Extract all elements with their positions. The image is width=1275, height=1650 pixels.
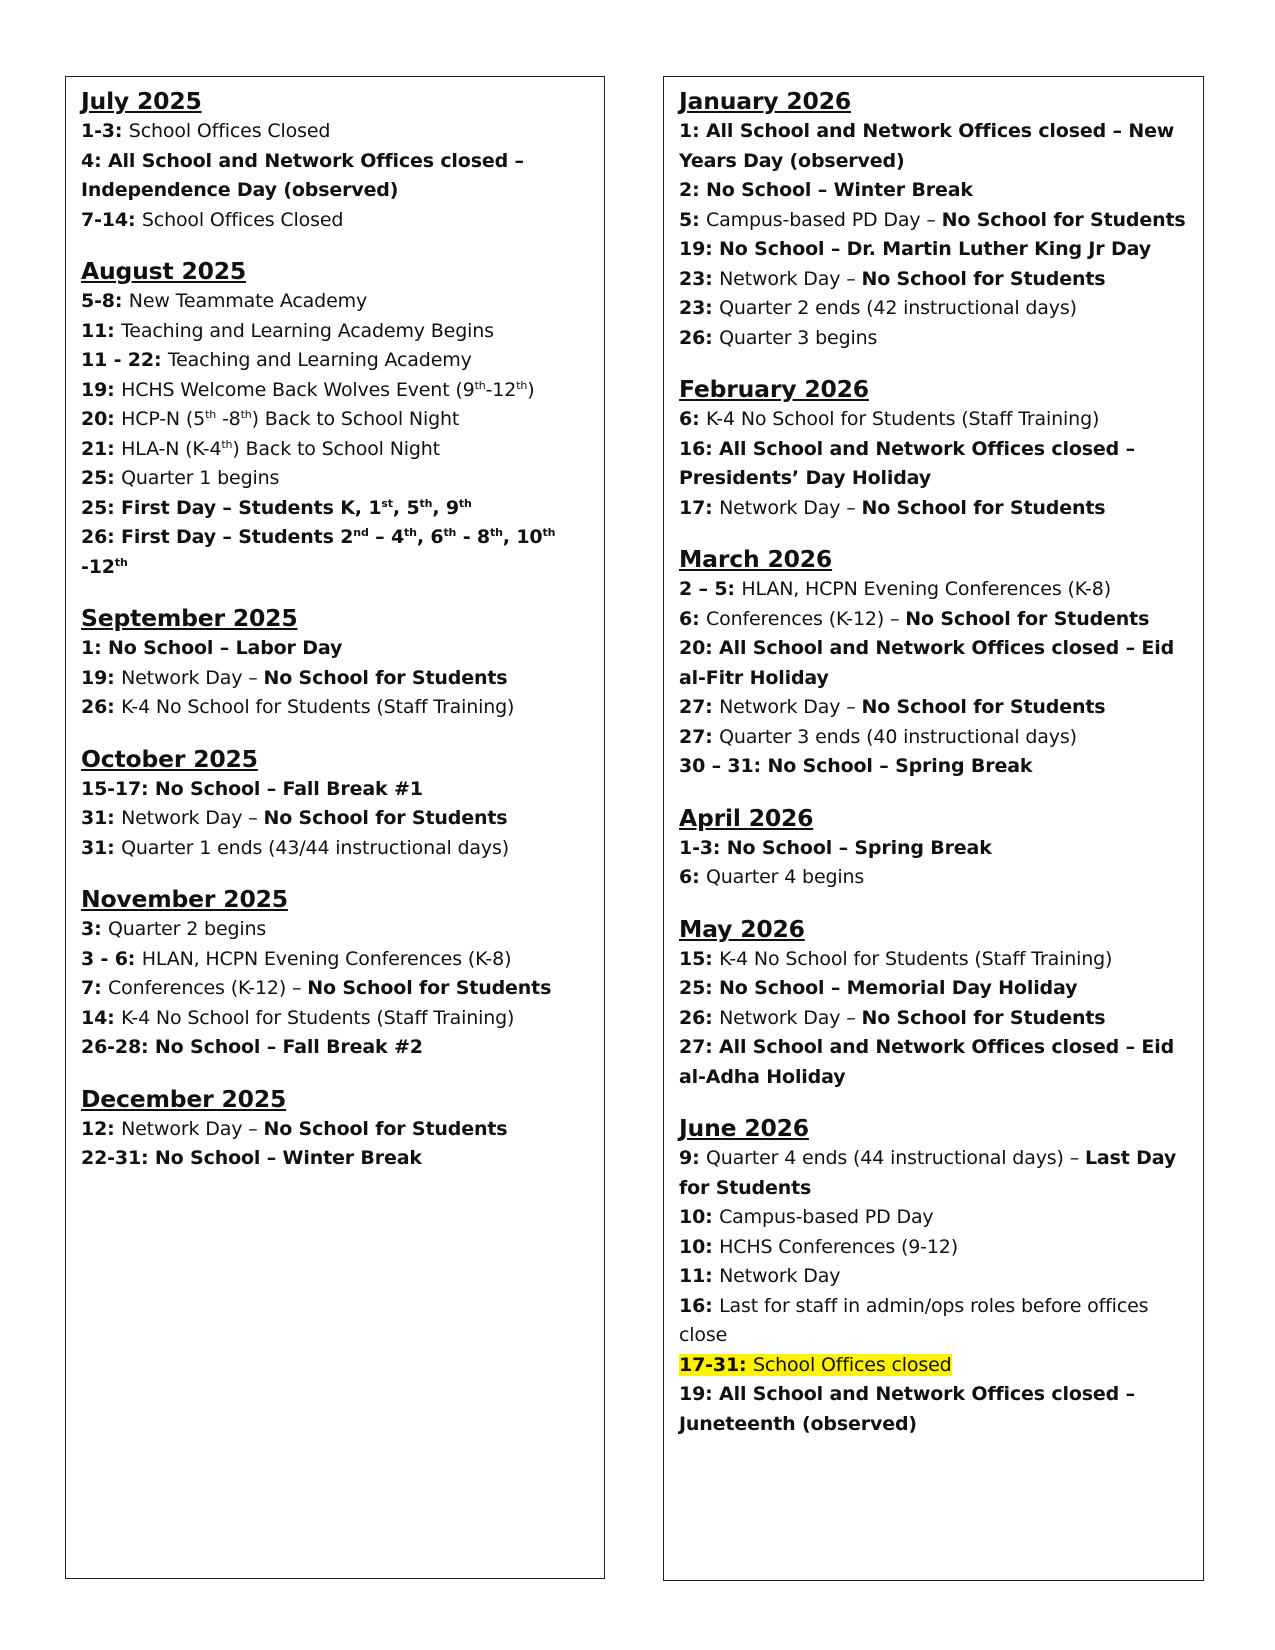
entry-text: No School for Students [307, 977, 552, 999]
entry-date: 31: [81, 807, 122, 829]
entry-text: 25: No School – Memorial Day Holiday [679, 977, 1078, 999]
entry-text: 26-28: No School – Fall Break #2 [81, 1036, 423, 1058]
calendar-entry [679, 974, 1193, 1004]
month-section [81, 255, 589, 582]
calendar-entry [81, 834, 589, 864]
calendar-entry [81, 405, 589, 435]
month-section [81, 1083, 589, 1174]
calendar-entry [679, 176, 1193, 206]
entry-text: th [221, 437, 233, 451]
month-title: July 2025 [81, 87, 202, 115]
entry-text: Network Day – [719, 696, 862, 718]
entry-text: Quarter 1 ends (43/44 instructional days) [121, 836, 510, 859]
calendar-column-right [663, 76, 1204, 1581]
entry-date: 10: [679, 1235, 720, 1258]
calendar-entry [679, 945, 1193, 975]
calendar-entry [81, 945, 589, 975]
entry-text: HLAN, HCPN Evening Conferences (K-8) [741, 578, 1111, 600]
month-section [81, 883, 589, 1063]
entry-text: HLA-N (K-4 [121, 437, 222, 460]
calendar-entry [679, 494, 1193, 524]
calendar-entry [81, 1144, 589, 1174]
calendar-entry [81, 206, 589, 236]
entry-text: – 4 [368, 526, 405, 548]
entry-date: 27: [679, 725, 720, 748]
entry-date: 2 – 5: [679, 578, 742, 600]
entry-text: th [443, 526, 457, 539]
entry-text: HCHS Welcome Back Wolves Event (9 [121, 378, 475, 401]
entry-text: - 8 [456, 526, 490, 548]
calendar-entry [679, 1233, 1193, 1263]
entry-text: th [240, 408, 252, 421]
entry-text: K-4 No School for Students (Staff Training) [121, 1006, 515, 1029]
entry-text: Campus-based PD Day – [705, 208, 942, 231]
calendar-entry [679, 405, 1193, 435]
entry-text: Network Day – [121, 807, 264, 829]
month-section [81, 602, 589, 723]
entry-text: No School for Students [263, 807, 508, 829]
calendar-entry [679, 117, 1193, 176]
entry-text: Network Day – [121, 666, 264, 689]
calendar-entry [679, 1203, 1193, 1233]
entry-date: 26: [679, 326, 720, 349]
entry-date: 19: [81, 378, 122, 401]
entry-text: th [404, 526, 417, 539]
calendar-entry [81, 435, 589, 465]
entry-text: Network Day [719, 1265, 841, 1287]
calendar-entry [679, 1380, 1193, 1439]
calendar-entry [679, 206, 1193, 236]
entry-text: 1: All School and Network Offices closed – New Years Day (observed) [679, 120, 1175, 172]
entry-text: 16: All School and Network Offices closed – Presidents’ Day Holiday [679, 437, 1135, 489]
entry-text: Campus-based PD Day [719, 1206, 934, 1228]
entry-text: ) Back to School Night [232, 437, 440, 460]
entry-text: 27: All School and Network Offices closed – Eid al-Adha Holiday [679, 1036, 1175, 1088]
month-section [679, 913, 1193, 1093]
entry-date: 23: [679, 297, 720, 319]
entry-text: HCP-N (5 [121, 408, 206, 430]
calendar-column-left [65, 76, 605, 1579]
entry-text: 2: No School – Winter Break [679, 179, 973, 201]
entry-text: -12 [485, 378, 517, 401]
entry-text: HCHS Conferences (9-12) [719, 1235, 959, 1258]
entry-text: No School for Students [861, 267, 1106, 290]
entry-text: Quarter 4 begins [705, 866, 865, 888]
entry-text: K-4 No School for Students (Staff Training) [705, 408, 1100, 430]
entry-text: School Offices Closed [141, 208, 344, 231]
entry-date: 3: [81, 918, 108, 940]
entry-text: 22-31: No School – Winter Break [81, 1147, 422, 1169]
entry-text: No School for Students [861, 1006, 1106, 1029]
entry-text: New Teammate Academy [128, 290, 368, 312]
entry-text: ) Back to School Night [251, 408, 460, 430]
entry-text: th [542, 526, 556, 539]
calendar-entry [679, 1262, 1193, 1292]
entry-text: Quarter 3 ends (40 instructional days) [719, 725, 1077, 748]
calendar-entry [81, 376, 589, 406]
entry-text: , 6 [416, 526, 444, 548]
entry-date: 16: [679, 1294, 720, 1317]
entry-date: 27: [679, 696, 720, 718]
entry-text: Network Day – [719, 496, 862, 519]
entry-date: 6: [679, 408, 706, 430]
calendar-entry [81, 494, 589, 524]
entry-date: 31: [81, 836, 122, 859]
calendar-entry [81, 915, 589, 945]
entry-text: K-4 No School for Students (Staff Training) [719, 947, 1113, 970]
month-title: April 2026 [679, 803, 814, 832]
entry-text: 19: No School – Dr. Martin Luther King Jr Day [679, 238, 1151, 260]
calendar-entry [679, 605, 1193, 635]
month-section [81, 743, 589, 864]
month-title: June 2026 [679, 1114, 809, 1142]
entry-date: 14: [81, 1006, 122, 1029]
calendar-entry [679, 575, 1193, 605]
calendar-entry [81, 117, 589, 147]
entry-text: School Offices closed [752, 1353, 952, 1376]
entry-text: , 9 [432, 496, 459, 519]
entry-text: 1: No School – Labor Day [81, 637, 343, 659]
entry-text: K-4 No School for Students (Staff Training) [121, 696, 515, 718]
entry-date: 17: [679, 496, 720, 519]
entry-text: 26: First Day – Students 2 [81, 526, 354, 548]
entry-text: Teaching and Learning Academy Begins [121, 319, 494, 342]
entry-text: th [114, 555, 128, 569]
month-section [81, 85, 589, 235]
month-title: May 2026 [679, 914, 805, 943]
calendar-entry [81, 287, 589, 317]
entry-text: th [419, 496, 433, 510]
entry-text: ) [527, 378, 535, 401]
month-title: January 2026 [679, 87, 852, 115]
calendar-entry [679, 834, 1193, 864]
calendar-entry [81, 147, 589, 206]
entry-text: No School for Students [861, 496, 1106, 519]
calendar-entry [679, 1004, 1193, 1034]
entry-text: Network Day – [719, 267, 862, 290]
month-section [679, 85, 1193, 353]
entry-text: School Offices Closed [128, 120, 331, 142]
entry-text: Network Day – [121, 1117, 264, 1140]
entry-text: 1-3: No School – Spring Break [679, 836, 992, 859]
entry-text: 15-17: No School – Fall Break #1 [81, 777, 423, 800]
entry-text: No School for Students [861, 696, 1106, 718]
entry-date: 15: [679, 947, 720, 970]
calendar-entry [679, 723, 1193, 753]
entry-date: 7: [81, 977, 108, 999]
entry-text: -8 [216, 408, 241, 430]
entry-text: HLAN, HCPN Evening Conferences (K-8) [141, 947, 512, 970]
month-section [679, 802, 1193, 893]
calendar-entry [81, 523, 589, 582]
entry-text: No School for Students [263, 1117, 508, 1140]
entry-text: Last for staff in admin/ops roles before offices close [679, 1294, 1149, 1346]
entry-text: th [205, 408, 217, 421]
entry-date: 17-31: [679, 1353, 753, 1376]
calendar-entry [679, 1351, 1193, 1381]
entry-text: No School for Students [263, 666, 508, 689]
calendar-entry [679, 435, 1193, 494]
entry-date: 25: [81, 467, 122, 489]
entry-text: -12 [81, 555, 115, 578]
entry-date: 26: [679, 1006, 720, 1029]
calendar-entry [679, 693, 1193, 723]
entry-text: 19: All School and Network Offices closed – Juneteenth (observed) [679, 1383, 1135, 1435]
calendar-entry [679, 1144, 1193, 1203]
calendar-entry [679, 235, 1193, 265]
calendar-entry [81, 804, 589, 834]
month-title: September 2025 [81, 604, 298, 632]
entry-text: Last Day for Students [679, 1147, 1177, 1199]
entry-text: Conferences (K-12) – [705, 607, 906, 630]
entry-date: 5: [679, 208, 706, 231]
entry-date: 1-3: [81, 120, 129, 142]
entry-text: No School for Students [905, 607, 1150, 630]
month-title: December 2025 [81, 1084, 287, 1113]
calendar-entry [81, 775, 589, 805]
entry-text: Quarter 2 begins [107, 918, 267, 940]
entry-text: th [458, 496, 472, 510]
month-title: March 2026 [679, 545, 833, 573]
calendar-entry [679, 863, 1193, 893]
calendar-entry [81, 634, 589, 664]
calendar-entry [679, 634, 1193, 693]
entry-date: 9: [679, 1147, 706, 1169]
month-title: November 2025 [81, 885, 288, 913]
entry-date: 7-14: [81, 208, 142, 231]
calendar-entry [81, 464, 589, 494]
entry-text: Network Day – [719, 1006, 862, 1029]
calendar-entry [679, 294, 1193, 324]
calendar-entry [81, 1033, 589, 1063]
entry-text: Quarter 1 begins [121, 467, 280, 489]
entry-date: 4: [81, 149, 108, 172]
calendar-entry [81, 1115, 589, 1145]
entry-text: Quarter 2 ends (42 instructional days) [719, 297, 1077, 319]
entry-date: 3 - 6: [81, 947, 142, 970]
entry-text: Quarter 3 begins [719, 326, 878, 349]
entry-text: , 5 [392, 496, 420, 519]
entry-text: Conferences (K-12) – [107, 977, 308, 999]
calendar-entry [81, 346, 589, 376]
calendar-entry [81, 664, 589, 694]
month-title: October 2025 [81, 744, 258, 773]
entry-date: 5-8: [81, 290, 129, 312]
entry-text: All School and Network Offices closed – Independence Day (observed) [81, 149, 524, 201]
calendar-entry [679, 1292, 1193, 1351]
entry-text: st [381, 496, 393, 510]
calendar-entry [81, 1004, 589, 1034]
entry-date: 19: [81, 666, 122, 689]
entry-text: 25: First Day – Students K, 1 [81, 496, 382, 519]
entry-date: 21: [81, 437, 122, 460]
entry-date: 11: [81, 319, 122, 342]
entry-text: th [474, 378, 486, 392]
entry-date: 10: [679, 1206, 720, 1228]
entry-date: 12: [81, 1117, 122, 1140]
calendar-entry [679, 752, 1193, 782]
entry-date: 6: [679, 866, 706, 888]
entry-date: 11 - 22: [81, 349, 168, 371]
entry-text: Teaching and Learning Academy [167, 349, 472, 371]
entry-text: th [516, 378, 528, 392]
entry-text: No School for Students [941, 208, 1186, 231]
entry-text: , 10 [502, 526, 543, 548]
month-title: February 2026 [679, 375, 869, 403]
calendar-entry [81, 974, 589, 1004]
calendar-entry [679, 324, 1193, 354]
entry-date: 11: [679, 1265, 720, 1287]
month-section [679, 373, 1193, 523]
entry-text: nd [353, 526, 369, 539]
entry-date: 20: [81, 408, 122, 430]
entry-date: 6: [679, 607, 706, 630]
calendar-entry [679, 1033, 1193, 1092]
month-title: August 2025 [81, 257, 247, 285]
entry-date: 23: [679, 267, 720, 290]
entry-text: Quarter 4 ends (44 instructional days) – [705, 1147, 1085, 1169]
calendar-entry [679, 265, 1193, 295]
entry-text: 30 – 31: No School – Spring Break [679, 755, 1033, 777]
entry-text: th [490, 526, 503, 539]
month-section [679, 1112, 1193, 1439]
entry-date: 26: [81, 696, 122, 718]
calendar-entry [81, 693, 589, 723]
month-section [679, 543, 1193, 782]
calendar-entry [81, 317, 589, 347]
entry-text: 20: All School and Network Offices closed – Eid al-Fitr Holiday [679, 637, 1175, 689]
